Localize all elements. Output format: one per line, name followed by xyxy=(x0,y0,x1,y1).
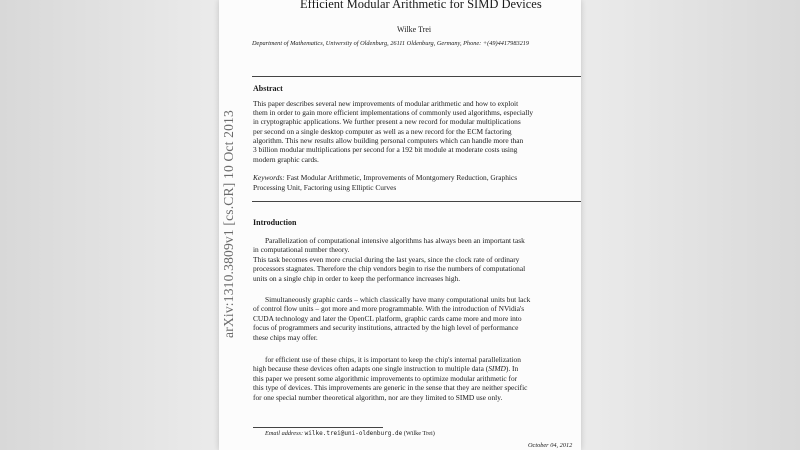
abstract-line: per second on a single desktop computer as well as a new record for the ECM factoring xyxy=(253,127,512,136)
keywords-label: Keywords: xyxy=(253,173,285,182)
intro-line: in computational number theory. xyxy=(253,245,350,254)
footnote-rule xyxy=(253,427,383,428)
intro-line: Parallelization of computational intensive algorithms has always been an important task xyxy=(265,236,525,245)
paper-title: Efficient Modular Arithmetic for SIMD Devices xyxy=(300,0,542,11)
paper-author: Wilke Trei xyxy=(397,25,432,34)
intro-text: ). In xyxy=(505,364,519,373)
abstract-heading: Abstract xyxy=(253,84,283,93)
intro-line: of control flow units – got more and more programmable. With the introduction of NVidia's xyxy=(253,304,525,313)
arxiv-id: arXiv:1310.3809v1 [cs.CR] 10 Oct 2013 xyxy=(221,110,237,338)
simd-term: SIMD xyxy=(488,364,506,373)
intro-line: Simultaneously graphic cards – which classically have many computational units but lack xyxy=(265,295,531,304)
keywords-text: Fast Modular Arithmetic, Improvements of Montgomery Reduction, Graphics xyxy=(286,173,518,182)
keywords-line xyxy=(253,173,517,182)
intro-line: processors stagnates. Therefore the chip vendors begin to rise the numbers of computational xyxy=(253,264,526,273)
intro-line: this paper we present some algorithmic improvements to optimize modular arithmetic for xyxy=(253,374,518,383)
footnote-email[interactable]: wilke.trei@uni-oldenburg.de xyxy=(304,430,403,437)
abstract-line: them in order to gain more efficient implementations of commonly used algorithms, especially xyxy=(253,108,534,117)
footnote-label: Email address: xyxy=(265,430,304,437)
abstract-line: algorithm. This new results allow building personal computers which can handle more than xyxy=(253,136,524,145)
abstract-line: 3 billion modular multiplications per second for a 192 bit module at moderate costs using xyxy=(253,145,518,154)
intro-line: for one special number theoretical algorithm, nor are they limited to SIMD use only. xyxy=(253,393,503,402)
intro-line: these chips may offer. xyxy=(253,333,318,342)
left-backdrop xyxy=(0,0,219,450)
intro-line xyxy=(253,364,518,373)
right-backdrop xyxy=(581,0,800,450)
abstract-bottom-rule xyxy=(252,201,581,202)
intro-text: high because these devices often adapts one single instruction to multiple data ( xyxy=(253,364,489,373)
arxiv-stamp xyxy=(218,96,240,352)
abstract-line: modern graphic cards. xyxy=(253,155,319,164)
footnote xyxy=(265,430,435,437)
intro-line: for efficient use of these chips, it is important to keep the chip's internal parallelization xyxy=(265,355,521,364)
preprint-date: October 04, 2012 xyxy=(528,442,573,449)
footnote-name: (Wilke Trei) xyxy=(403,430,435,437)
abstract-top-rule xyxy=(252,76,581,77)
intro-line: focus of programmers and security institutions, attracted by the high level of performance xyxy=(253,323,519,332)
author-affiliation: Department of Mathematics, University of Oldenburg, 26111 Oldenburg, Germany, Phone: +(49)4417983219 xyxy=(252,40,530,47)
intro-line: units on a single chip in order to keep the performance increases high. xyxy=(253,274,461,283)
abstract-line: in cryptographic applications. We further present a new record for modular multiplications xyxy=(253,117,521,126)
abstract-line: This paper describes several new improvements of modular arithmetic and how to exploit xyxy=(253,99,519,108)
intro-line: CUDA technology and later the OpenCL platform, graphic cards came more and more into xyxy=(253,314,522,323)
introduction-heading: Introduction xyxy=(253,218,297,227)
intro-line: this type of devices. This improvements are generic in the sense that they are neither specific xyxy=(253,383,528,392)
keywords-line-2: Processing Unit, Factoring using Elliptic Curves xyxy=(253,183,397,192)
intro-line: This task becomes even more crucial during the last years, since the clock rate of ordinary xyxy=(253,255,520,264)
